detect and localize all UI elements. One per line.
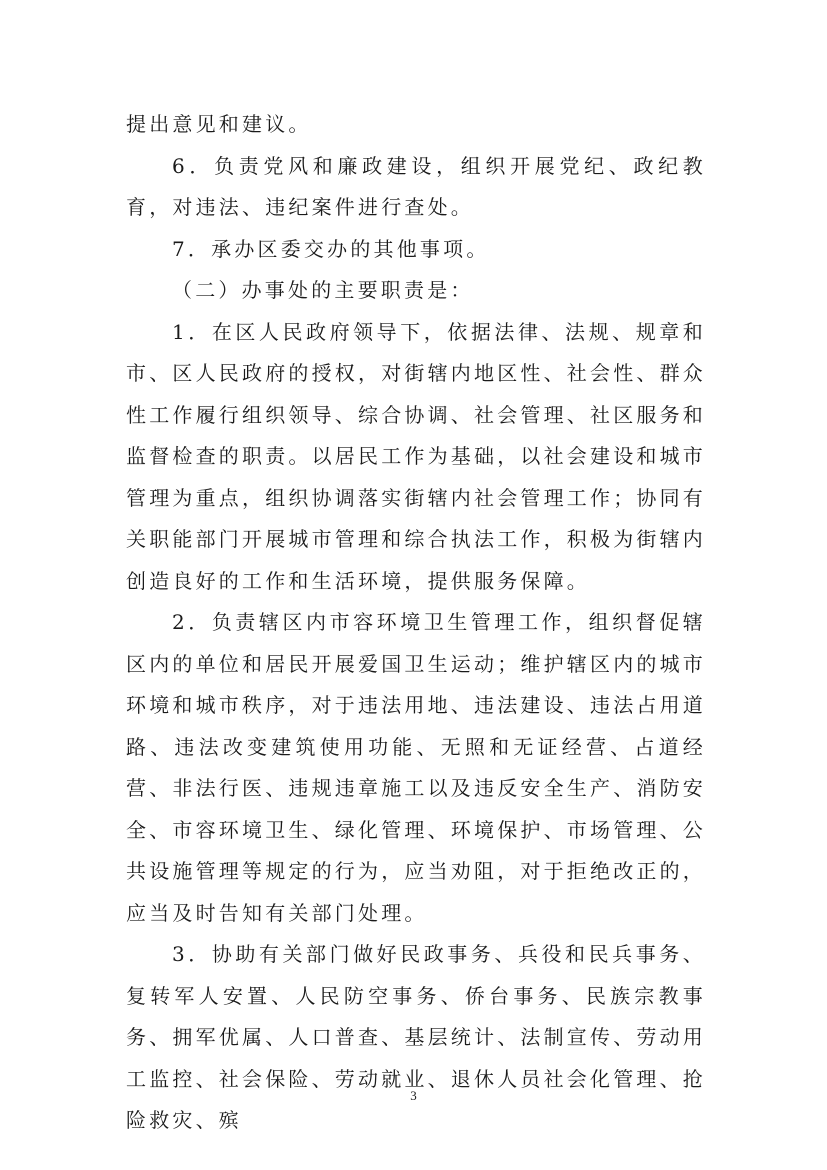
- paragraph: 7．承办区委交办的其他事项。: [172, 236, 490, 261]
- section-heading: （二）办事处的主要职责是：: [172, 278, 474, 302]
- paragraph: 6．负责党风和廉政建设，组织开展党纪、政纪教育，对违法、违纪案件进行查处。: [126, 153, 706, 219]
- paragraph: 提出意见和建议。: [126, 112, 312, 136]
- paragraph: 1．在区人民政府领导下，依据法律、法规、规章和市、区人民政府的授权，对街辖内地区性、社会性、群众性工作履行组织领导、综合协调、社会管理、社区服务和监督检查的职责。以居民工作为基础，以社会建设和城市管理为重点，组织协调落实街辖内社会管理工作；协同有关职能部门开展城市管理和综合执法工作，积极为街辖内创造良好的工作和生活环境，提供服务保障。: [126, 319, 706, 593]
- paragraph: 2．负责辖区内市容环境卫生管理工作，组织督促辖区内的单位和居民开展爱国卫生运动；维护辖区内的城市环境和城市秩序，对于违法用地、违法建设、违法占用道路、违法改变建筑使用功能、无照和无证经营、占道经营、非法行医、违规违章施工以及违反安全生产、消防安全、市容环境卫生、绿化管理、环境保护、市场管理、公共设施管理等规定的行为，应当劝阻，对于拒绝改正的，应当及时告知有关部门处理。: [126, 610, 706, 925]
- paragraph: 3．协助有关部门做好民政事务、兵役和民兵事务、复转军人安置、人民防空事务、侨台事务、民族宗教事务、拥军优属、人口普查、基层统计、法制宣传、劳动用工监控、社会保险、劳动就业、退休人员社会化管理、抢险救灾、殡: [126, 942, 706, 1132]
- page-number: 3: [410, 1088, 417, 1103]
- document-body: [126, 104, 706, 1142]
